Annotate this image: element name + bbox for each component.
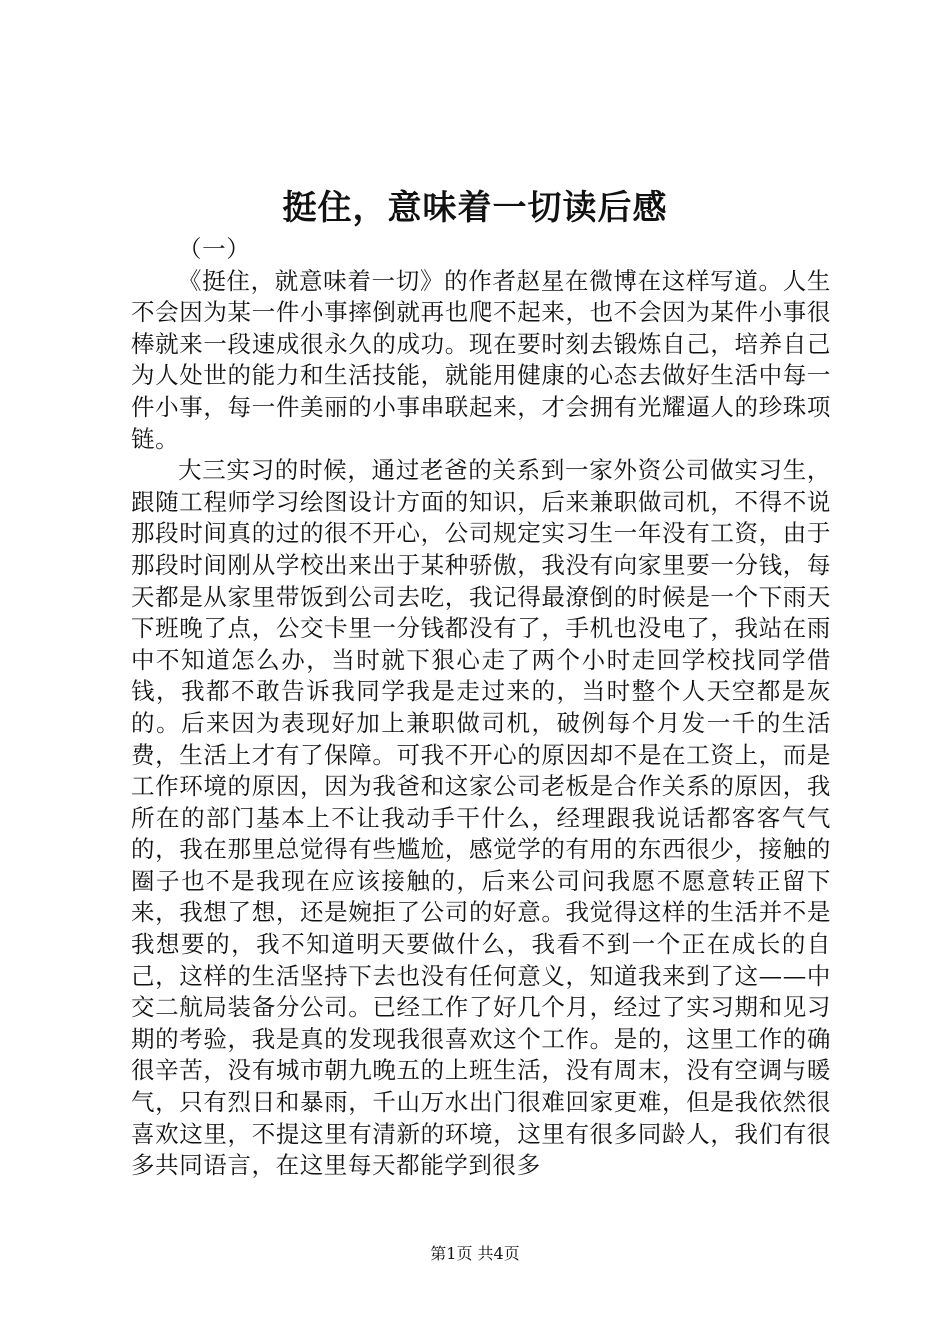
paragraph-1: 《挺住，就意味着一切》的作者赵星在微博在这样写道。人生不会因为某一件小事摔倒就再也爬不起来，也不会因为某件小事很棒就来一段速成很永久的成功。现在要时刻去锻炼自己，培养自己为人处世的能力和生活技能，就能用健康的心态去做好生活中每一件小事，每一件美丽的小事串联起来，才会拥有光耀逼人的珍珠项链。 (131, 266, 831, 453)
page-footer: 第1页 共4页 (430, 1244, 520, 1263)
section-marker: （一） (178, 235, 251, 263)
document-body (131, 234, 831, 1182)
paragraph-2: 大三实习的时候，通过老爸的关系到一家外资公司做实习生，跟随工程师学习绘图设计方面的知识，后来兼职做司机，不得不说那段时间真的过的很不开心，公司规定实习生一年没有工资，由于那段时间刚从学校出来出于某种骄傲，我没有向家里要一分钱，每天都是从家里带饭到公司去吃，我记得最潦倒的时候是一个下雨天下班晚了点，公交卡里一分钱都没有了，手机也没电了，我站在雨中不知道怎么办，当时就下狠心走了两个小时走回学校找同学借钱，我都不敢告诉我同学我是走过来的，当时整个人天空都是灰的。后来因为表现好加上兼职做司机，破例每个月发一千的生活费，生活上才有了保障。可我不开心的原因却不是在工资上，而是工作环境的原因，因为我爸和这家公司老板是合作关系的原因，我所在的部门基本上不让我动手干什么，经理跟我说话都客客气气的，我在那里总觉得有些尴尬，感觉学的有用的东西很少，接触的圈子也不是我现在应该接触的，后来公司问我愿不愿意转正留下来，我想了想，还是婉拒了公司的好意。我觉得这样的生活并不是我想要的，我不知道明天要做什么，我看不到一个正在成长的自己，这样的生活坚持下去也没有任何意义，知道我来到了这——中交二航局装备分公司。已经工作了好几个月，经过了实习期和见习期的考验，我是真的发现我很喜欢这个工作。是的，这里工作的确很辛苦，没有城市朝九晚五的上班生活，没有周末，没有空调与暖气，只有烈日和暴雨，千山万水出门很难回家更难，但是我依然很喜欢这里，不提这里有清新的环境，这里有很多同龄人，我们有很多共同语言，在这里每天都能学到很多 (131, 456, 831, 1180)
document-title: 挺住，意味着一切读后感 (282, 188, 668, 228)
